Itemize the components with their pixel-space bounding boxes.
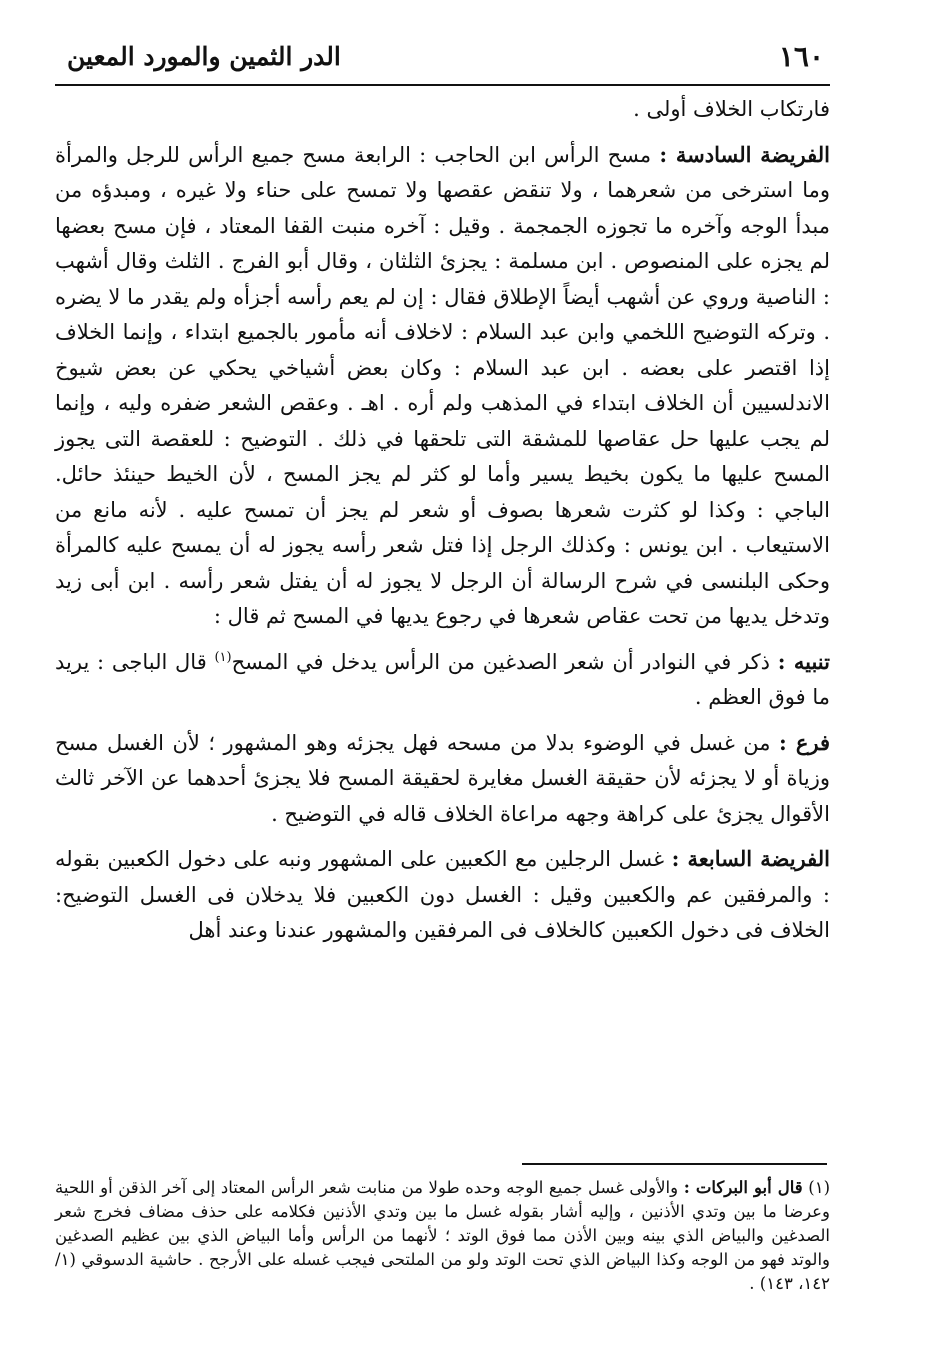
footnote-text: والأولى غسل جميع الوجه وحده طولا من منابت شعر الرأس المعتاد إلى آخر الذقن أو اللحية وعرضا ما بين وتدي الأذنين ، وإليه أشار بقوله غسل ما بين وتدي الأذنين فكلامه على حذف مضاف فخرج شعر الصدغين والبياض الذي بينه وبين الأذن مما فوق الوتد ؛ لأنهما من الرأس وأما البياض الذي بين عظيم الصدغين والوتد فهو من الوجه وكذا البياض الذي تحت الوتد ولو من الملتحى فيجب غسله على الأرجح . حاشية الدسوقي (١/ ١٤٢، ١٤٣) . [55, 1178, 830, 1293]
paragraph-3 [55, 644, 830, 716]
paragraph-4-text: من غسل في الوضوء بدلا من مسحه فهل يجزئه وهو المشهور ؛ لأن الغسل مسح وزياة أو لا يجزئه لأن حقيقة الغسل مغايرة لحقيقة المسح فلا يجزئ أحدهما عن الآخر ثالث الأقوال يجزئ على كراهة وجهه مراعاة الخلاف قاله في التوضيح . [55, 730, 830, 826]
heading-sixth-obligation: الفريضة السادسة : [659, 141, 830, 167]
paragraph-5 [55, 841, 830, 949]
heading-branch: فرع : [778, 729, 830, 755]
footnote-marker: (١) [808, 1178, 830, 1197]
page-header [55, 38, 830, 86]
paragraph-1 [55, 92, 830, 128]
footnote-1 [55, 1176, 830, 1296]
paragraph-2 [55, 137, 830, 635]
footnote-lead: قال أبو البركات : [683, 1178, 803, 1197]
footnote-divider [522, 1163, 827, 1165]
running-title: الدر الثمين والمورد المعين [67, 42, 341, 71]
footnote [55, 1176, 830, 1296]
paragraph-4 [55, 725, 830, 833]
footnote-ref[interactable]: (١) [214, 649, 232, 665]
paragraph-2-text: مسح الرأس ابن الحاجب : الرابعة مسح جميع الرأس للرجل والمرأة وما استرخى من شعرهما ، ولا تنقض عقصها ولا تمسح على حناء ولا غيره ، ومبدؤه من مبدأ الوجه وآخره ما تجوزه الجمجمة . وقيل : آخره منبت القفا المعتاد ، فإن مسح بعضها لم يجزه على المنصوص . ابن مسلمة : يجزئ الثلثان ، وقال أبو الفرج . الثلث وقال أشهب : الناصية وروي عن أشهب أيضاً الإطلاق فقال : إن لم يعم رأسه أجزأه ولم يقدر ما لا يضره . وتركه التوضيح اللخمي وابن عبد السلام : لاخلاف أنه مأمور بالجميع ابتداء ، وإنما الخلاف إذا اقتصر على بعضه . ابن عبد السلام : وكان بعض أشياخي يحكي عن بعض شيوخ الاندلسيين أن الخلاف ابتداء في المذهب ولم أره . اهـ . وعقص الشعر ضفره وليه ، وإنما لم يجب عليها حل عقاصها للمشقة التى تلحقها في ذلك . التوضيح : للعقصة التى يجوز المسح عليها ما يكون بخيط يسير وأما لو كثر لم يجز المسح ، لأن الخيط حينئذ حائل. الباجي : وكذا لو كثرت شعرها بصوف أو شعر لم يجز أن تمسح عليه . لأنه مانع من الاستيعاب . ابن يونس : وكذلك الرجل إذا فتل شعر رأسه يجوز له أن يمسح عليه كالمرأة وحكى البلنسى في شرح الرسالة أن الرجل لا يجوز له أن يفتل شعر رأسه . ابن أبى زيد وتدخل يديها من تحت عقاص شعرها في رجوع يديها في المسح ثم قال : [55, 142, 830, 628]
paragraph-1-text: فارتكاب الخلاف أولى . [633, 97, 830, 121]
heading-seventh-obligation: الفريضة السابعة : [671, 846, 830, 871]
paragraph-3-text-b: قال الباجى : يريد ما فوق العظم . [55, 649, 830, 709]
paragraph-3-text-a: ذكر في النوادر أن شعر الصدغين من الرأس يدخل في المسح [231, 649, 778, 674]
main-text [55, 92, 830, 958]
paragraph-5-text: غسل الرجلين مع الكعبين على المشهور ونبه على دخول الكعبين بقوله : والمرفقين عم والكعبين وقيل : الغسل دون الكعبين فلا يدخلان فى الغسل التوضيح: الخلاف فى دخول الكعبين كالخلاف فى المرفقين والمشهور عندنا وعند أهل [55, 847, 830, 942]
page-number: ١٦٠ [778, 40, 824, 73]
heading-notice: تنبيه : [777, 648, 830, 674]
